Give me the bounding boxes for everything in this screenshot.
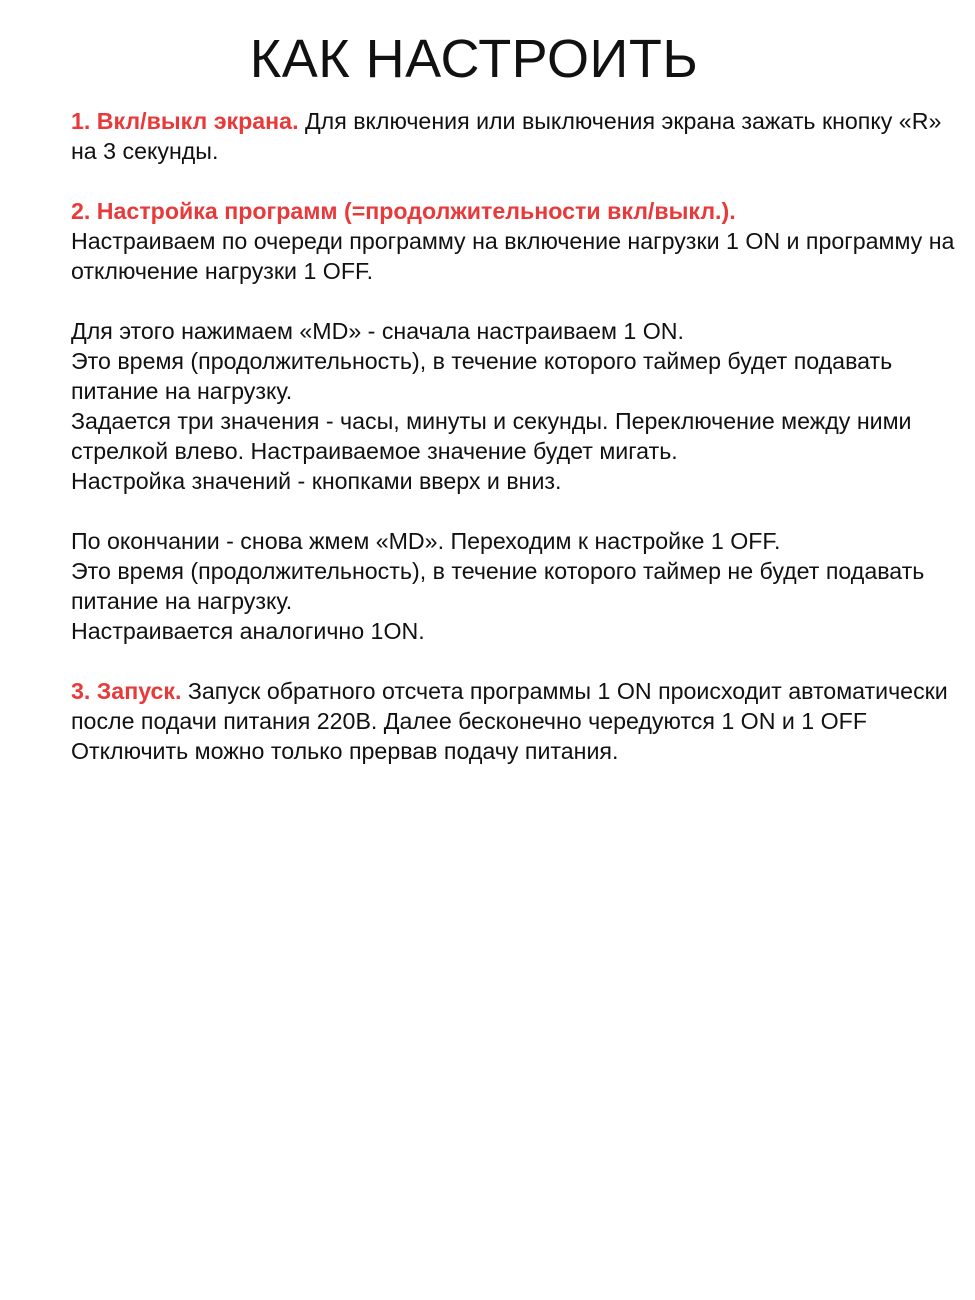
section-program-setup [71,196,961,646]
page-title: КАК НАСТРОИТЬ [249,29,699,89]
section-text: Для включения или выключения экрана зажать кнопку «R» на 3 секунды. [71,108,942,164]
section-paragraph [71,676,961,766]
on-line: Для этого нажимаем «MD» - сначала настраиваем 1 ON. [71,318,684,344]
off-line: Это время (продолжительность), в течение которого таймер не будет подавать питание на нагрузку. [71,558,925,614]
section-screen-toggle [71,106,961,166]
paragraph-gap [71,286,961,316]
section-heading: 2. Настройка программ (=продолжительности вкл/выкл.). [71,198,736,224]
instructions-body [71,106,961,796]
section-paragraph [71,106,961,166]
on-line: Это время (продолжительность), в течение которого таймер будет подавать питание на нагрузку. [71,348,893,404]
section-heading: 1. Вкл/выкл экрана. [71,108,299,134]
off-line: По окончании - снова жмем «MD». Переходим к настройке 1 OFF. [71,528,781,554]
section-text: Запуск обратного отсчета программы 1 ON происходит автоматически после подачи питания 220В. Далее бесконечно чередуются 1 ON и 1 OFF Отключить можно только прервав подачу питания. [71,678,948,764]
section-intro: Настраиваем по очереди программу на включение нагрузки 1 ON и программу на отключение нагрузки 1 OFF. [71,228,955,284]
off-line: Настраивается аналогично 1ON. [71,618,425,644]
paragraph-gap [71,496,961,526]
section-start [71,676,961,766]
on-line: Настройка значений - кнопками вверх и вниз. [71,468,562,494]
on-line: Задается три значения - часы, минуты и секунды. Переключение между ними стрелкой влево. Настраиваемое значение будет мигать. [71,408,912,464]
section-heading: 3. Запуск. [71,678,182,704]
